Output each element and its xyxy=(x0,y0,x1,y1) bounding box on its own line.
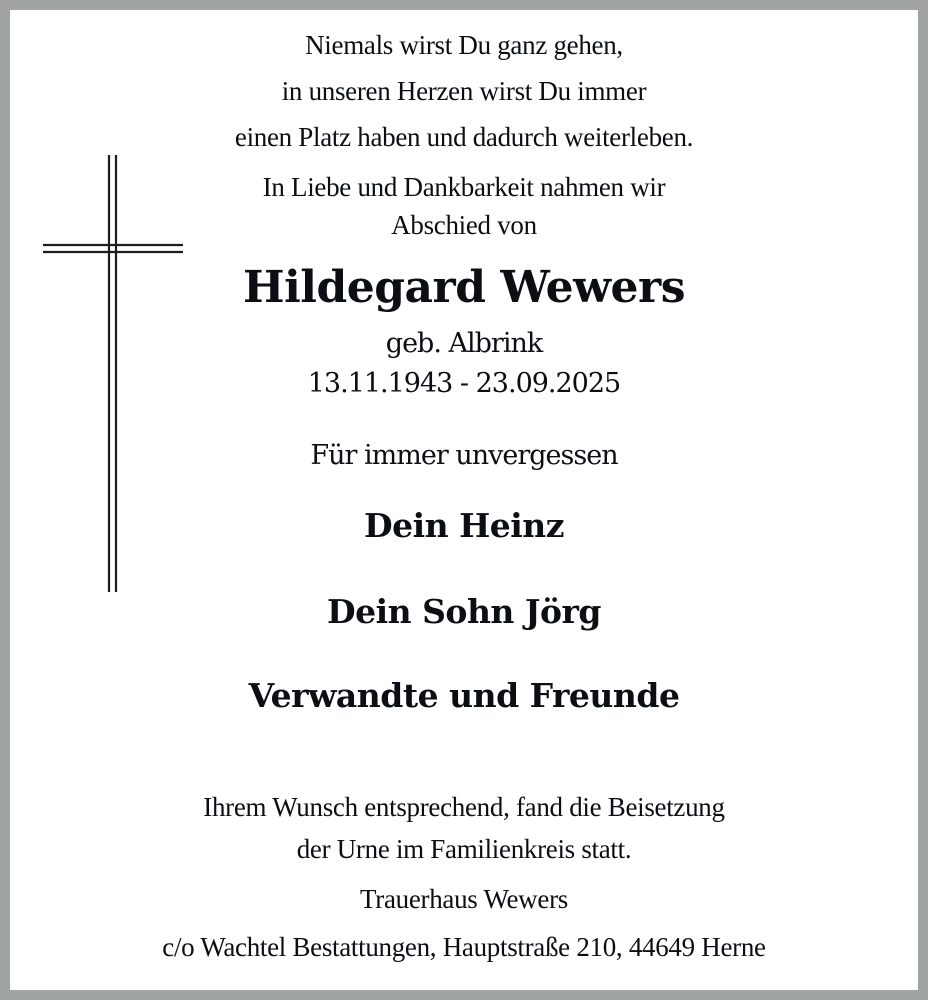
intro-line-1: In Liebe und Dankbarkeit nahmen wir xyxy=(262,172,666,202)
signatory-3: Verwandte und Freunde xyxy=(248,676,680,715)
mourning-house: Trauerhaus Wewers xyxy=(360,884,568,914)
obituary-notice xyxy=(10,10,918,990)
maiden-name: geb. Albrink xyxy=(385,328,543,359)
poem-line-3: einen Platz haben und dadurch weiterleben. xyxy=(234,122,694,152)
signatory-2: Dein Sohn Jörg xyxy=(326,592,602,631)
burial-note-line-2: der Urne im Familienkreis statt. xyxy=(296,834,632,864)
intro-line-2: Abschied von xyxy=(391,210,537,240)
poem-line-2: in unseren Herzen wirst Du immer xyxy=(281,76,647,106)
deceased-name: Hildegard Wewers xyxy=(243,262,685,313)
address: c/o Wachtel Bestattungen, Hauptstraße 210, 44649 Herne xyxy=(162,932,766,962)
poem-line-1: Niemals wirst Du ganz gehen, xyxy=(305,30,623,60)
burial-note-line-1: Ihrem Wunsch entsprechend, fand die Beisetzung xyxy=(203,792,725,822)
tagline: Für immer unvergessen xyxy=(310,440,618,471)
life-dates: 13.11.1943 - 23.09.2025 xyxy=(307,368,621,399)
signatory-1: Dein Heinz xyxy=(363,506,565,545)
